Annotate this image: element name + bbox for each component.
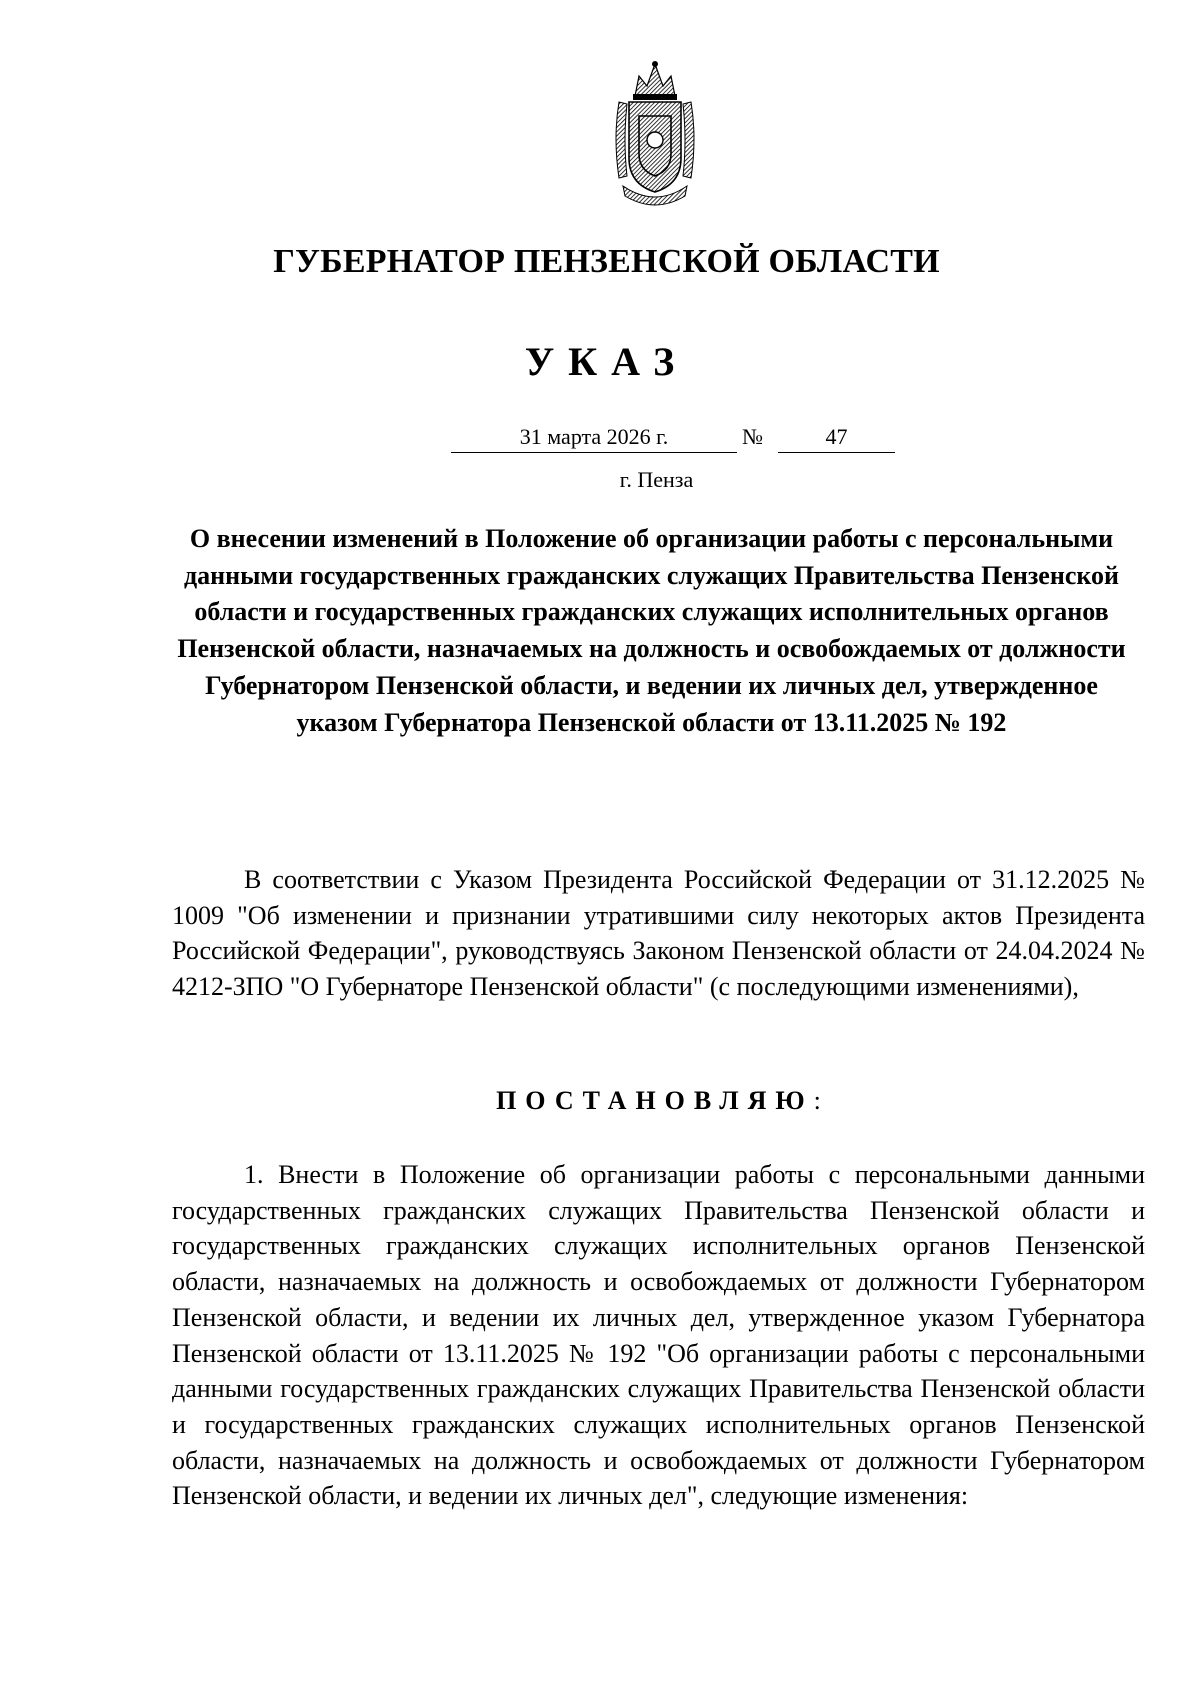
item-1-paragraph: 1. Внести в Положение об организации работы с персональными данными государственных гражданских служащих Правительства Пензенской области и государственных гражданских служащих исполнительных органов Пензенской области, назначаемых на должность и освобождаемых от должности Губернатором Пензенской области, и ведении их личных дел, утвержденное указом Губернатора Пензенской области от 13.11.2025 № 192 "Об организации работы с персональными данными государственных гражданских служащих Правительства Пензенской области и государственных гражданских служащих исполнительных органов Пензенской области, назначаемых на должность и освобождаемых от должности Губернатором Пензенской области, и ведении их личных дел", следующие изменения: [172, 1160, 1145, 1511]
issuing-authority: ГУБЕРНАТОР ПЕНЗЕНСКОЙ ОБЛАСТИ [273, 243, 940, 280]
document-type: УКАЗ [524, 339, 689, 384]
decree-word: ПОСТАНОВЛЯЮ [496, 1086, 814, 1115]
document-title: О внесении изменений в Положение об организации работы с персональными данными государственных гражданских служащих Правительства Пензенской области и государственных гражданских служащих исполнительных органов Пензенской области, назначаемых на должность и освобождаемых от должности Губернатором Пензенской области, и ведении их личных дел, утвержденное указом Губернатора Пензенской области от 13.11.2025 № 192 [177, 524, 1126, 737]
number-label: № [742, 424, 763, 449]
preamble-paragraph: В соответствии с Указом Президента Российской Федерации от 31.12.2025 № 1009 "Об изменении и признании утратившими силу некоторых актов Президента Российской Федерации", руководствуясь Законом Пензенской области от 24.04.2024 № 4212-ЗПО "О Губернаторе Пензенской области" (с последующими изменениями), [172, 865, 1145, 1002]
document-city: г. Пенза [619, 467, 694, 492]
decree-heading [0, 1086, 1200, 1116]
document-number: 47 [778, 422, 895, 453]
document-date: 31 марта 2026 г. [451, 422, 737, 453]
coat-of-arms-icon [605, 58, 705, 208]
decree-colon: : [813, 1086, 821, 1115]
